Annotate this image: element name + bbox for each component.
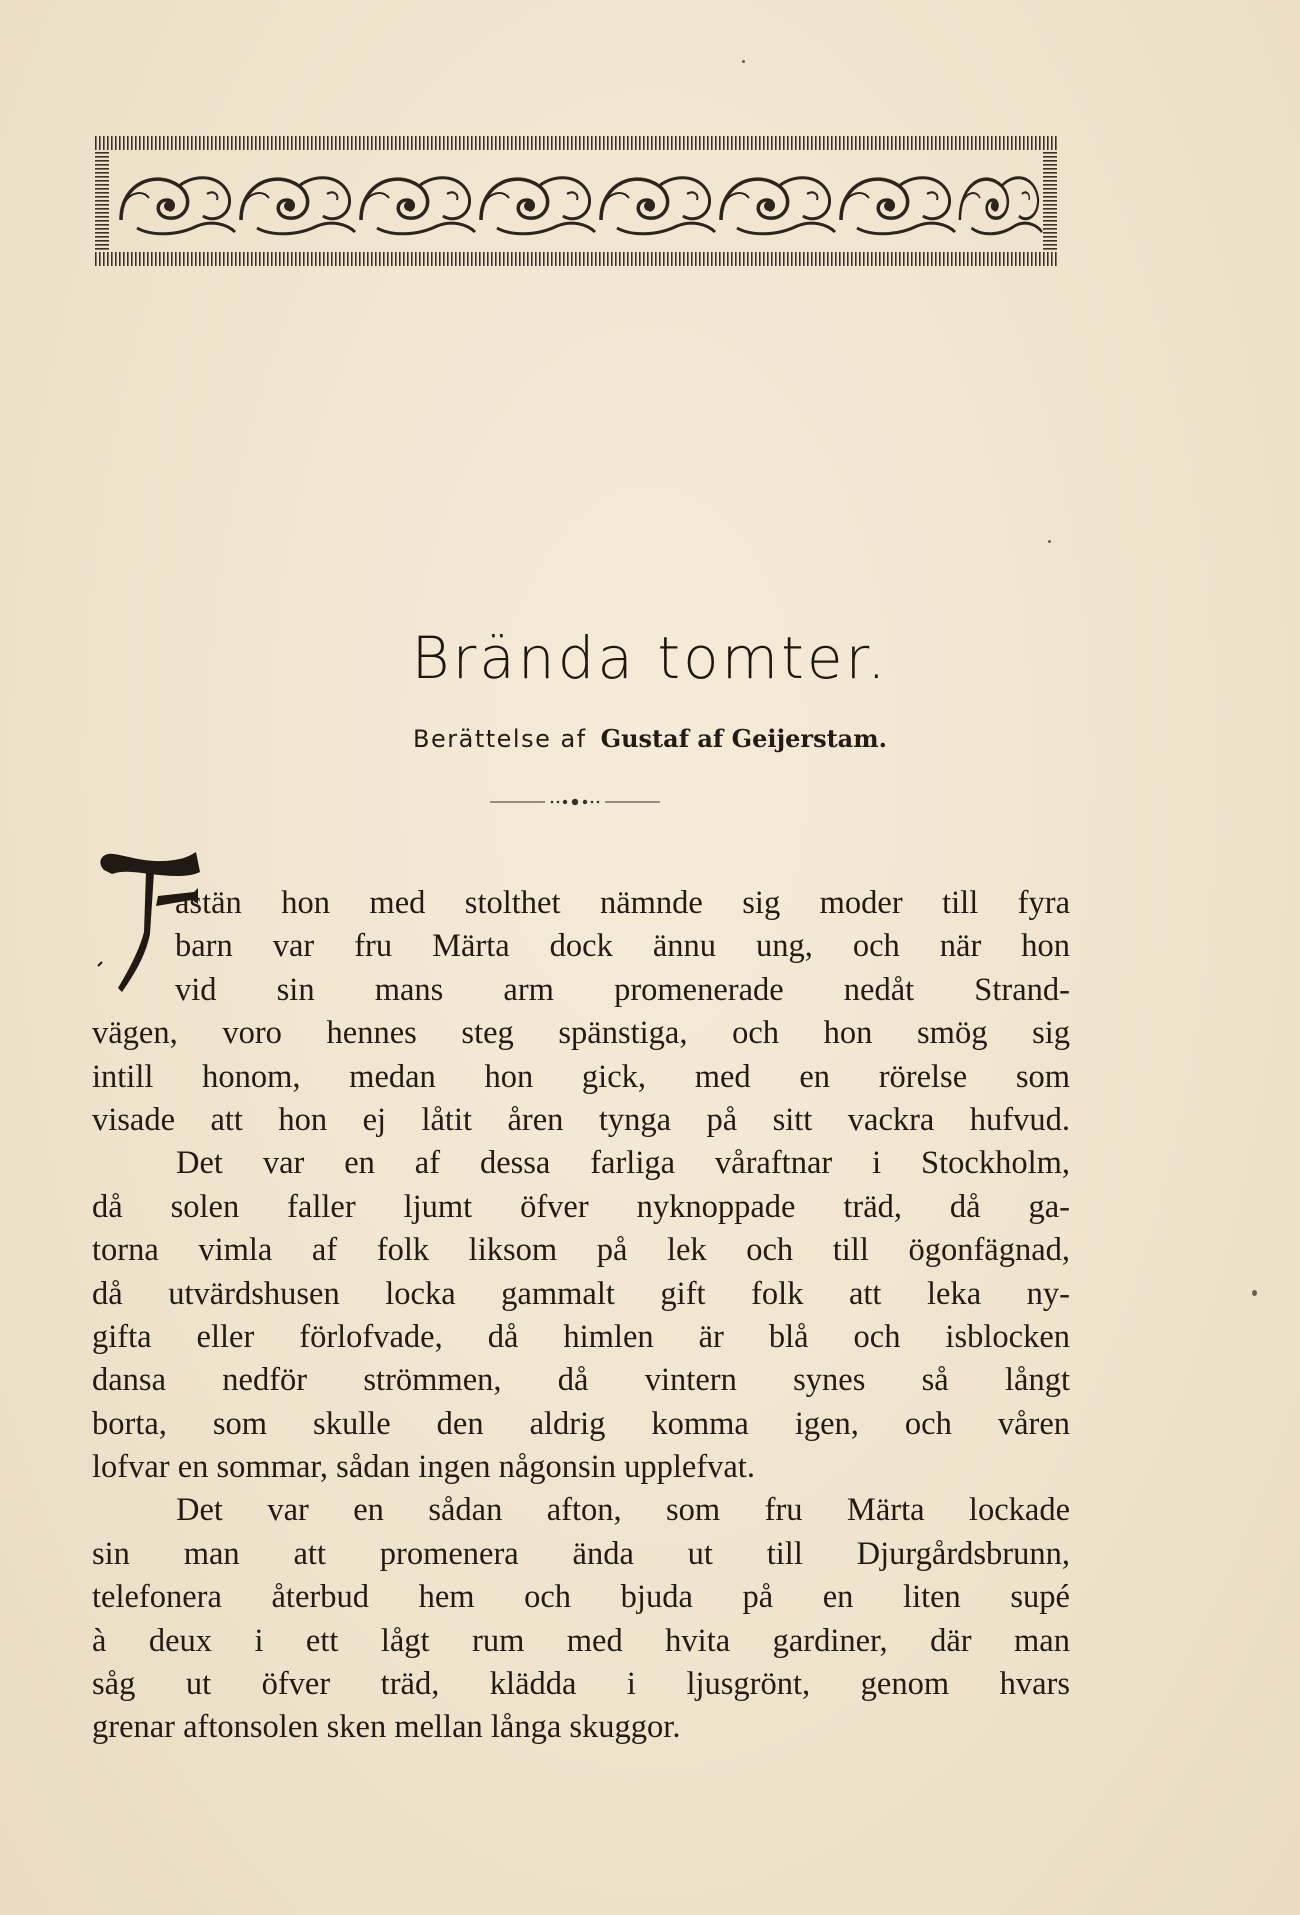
text-line: astän hon med stolthet nämnde sig moder till fyra xyxy=(175,885,1070,921)
text-line: à deux i ett lågt rum med hvita gardiner, där man xyxy=(92,1622,1070,1659)
text-line: vid sin mans arm promenerade nedåt Strand- xyxy=(175,971,1070,1008)
text-line: borta, som skulle den aldrig komma igen, och våren xyxy=(92,1405,1070,1442)
text-line: vägen, voro hennes steg spänstiga, och hon smög sig xyxy=(92,1015,1070,1052)
text-line: torna vimla af folk liksom på lek och till ögonfägnad, xyxy=(92,1232,1070,1269)
text-line: gifta eller förlofvade, då himlen är blå och isblocken xyxy=(92,1318,1070,1355)
text-line: Det var en sådan afton, som fru Märta lockade xyxy=(176,1492,1070,1529)
ornamental-rule xyxy=(490,797,660,807)
text-line: lofvar en sommar, sådan ingen någonsin upplefvat. xyxy=(92,1449,755,1486)
text-line: då solen faller ljumt öfver nyknoppade träd, då ga- xyxy=(92,1188,1070,1225)
ornament-header-band xyxy=(95,136,1057,266)
story-byline xyxy=(0,724,1300,753)
byline-author: Gustaf af Geijerstam. xyxy=(600,724,887,753)
byline-lead: Berättelse af xyxy=(413,725,587,753)
text-line: dansa nedför strömmen, då vintern synes så långt xyxy=(92,1362,1070,1399)
text-line: såg ut öfver träd, klädda i ljusgrönt, genom hvars xyxy=(92,1666,1070,1703)
text-line: intill honom, medan hon gick, med en rörelse som xyxy=(92,1058,1070,1095)
text-line: grenar aftonsolen sken mellan långa skuggor. xyxy=(92,1709,681,1746)
text-line: barn var fru Märta dock ännu ung, och när hon xyxy=(175,928,1070,965)
drop-cap-text xyxy=(88,848,89,849)
text-line: Det var en af dessa farliga våraftnar i Stockholm, xyxy=(176,1145,1070,1182)
paper-speck xyxy=(742,60,745,63)
paper-speck xyxy=(1252,1290,1257,1296)
text-line: telefonera återbud hem och bjuda på en liten supé xyxy=(92,1579,1070,1616)
text-line: visade att hon ej låtit åren tynga på sitt vackra hufvud. xyxy=(92,1101,1070,1138)
paper-speck xyxy=(1048,540,1051,543)
text-line: sin man att promenera ända ut till Djurgårdsbrunn, xyxy=(92,1535,1070,1572)
story-title: Brända tomter. xyxy=(411,624,889,692)
text-line: då utvärdshusen locka gammalt gift folk att leka ny- xyxy=(92,1275,1070,1312)
story-text xyxy=(92,882,1070,1750)
